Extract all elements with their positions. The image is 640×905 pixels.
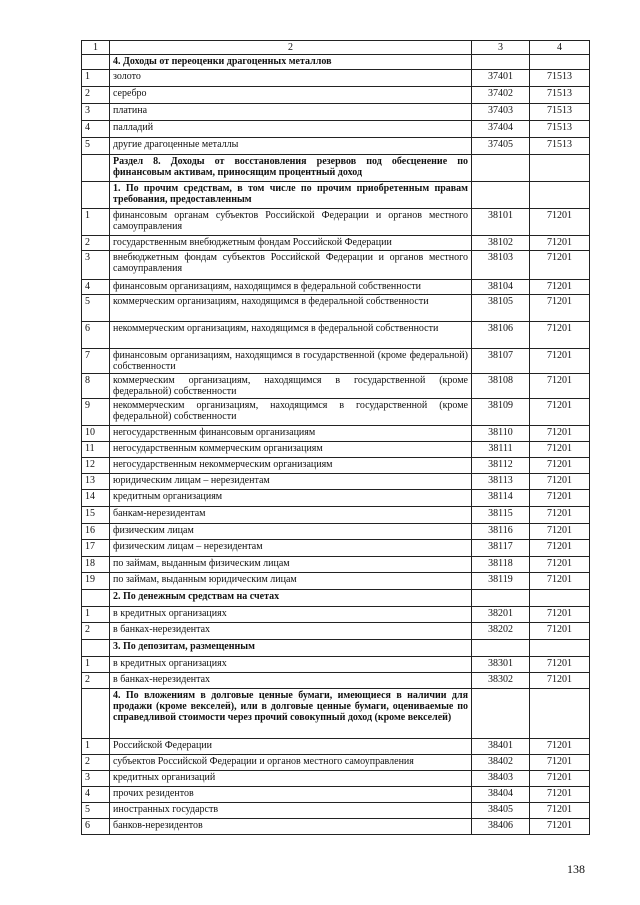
row-description: в банках-нерезидентах xyxy=(110,673,472,689)
row-number: 2 xyxy=(82,236,110,251)
row-description: банков-нерезидентов xyxy=(110,819,472,835)
symbol-code: 71201 xyxy=(530,623,590,640)
table-row xyxy=(82,322,590,349)
row-description: негосударственным некоммерческим организациям xyxy=(110,458,472,474)
table-row xyxy=(82,280,590,295)
row-description: платина xyxy=(110,104,472,121)
row-description: финансовым органам субъектов Российской Федерации и органов местного самоуправления xyxy=(110,209,472,236)
account-code: 38104 xyxy=(472,280,530,295)
table-row xyxy=(82,819,590,835)
table-row xyxy=(82,540,590,557)
section-heading-row xyxy=(82,55,590,70)
symbol-code xyxy=(530,590,590,607)
table-row xyxy=(82,657,590,673)
symbol-code: 71513 xyxy=(530,104,590,121)
symbol-code: 71201 xyxy=(530,524,590,540)
accounts-table xyxy=(81,40,590,835)
row-number: 12 xyxy=(82,458,110,474)
row-number: 9 xyxy=(82,399,110,426)
symbol-code: 71201 xyxy=(530,251,590,280)
symbol-code: 71201 xyxy=(530,657,590,673)
row-number: 2 xyxy=(82,87,110,104)
row-number: 1 xyxy=(82,657,110,673)
table-row xyxy=(82,524,590,540)
row-number: 2 xyxy=(82,623,110,640)
row-description: субъектов Российской Федерации и органов местного самоуправления xyxy=(110,755,472,771)
row-number: 3 xyxy=(82,771,110,787)
table-row xyxy=(82,426,590,442)
account-code: 37405 xyxy=(472,138,530,155)
row-description: по займам, выданным физическим лицам xyxy=(110,557,472,573)
section-heading-row xyxy=(82,590,590,607)
account-code: 38302 xyxy=(472,673,530,689)
row-number: 11 xyxy=(82,442,110,458)
account-code xyxy=(472,55,530,70)
table-row xyxy=(82,87,590,104)
account-code: 38401 xyxy=(472,739,530,755)
row-number: 2 xyxy=(82,755,110,771)
header-cell-2: 2 xyxy=(110,41,472,55)
account-code: 38118 xyxy=(472,557,530,573)
row-description: кредитным организациям xyxy=(110,490,472,507)
row-number: 4 xyxy=(82,280,110,295)
account-code: 38301 xyxy=(472,657,530,673)
account-code: 38115 xyxy=(472,507,530,524)
account-code: 37401 xyxy=(472,70,530,87)
row-number: 4 xyxy=(82,787,110,803)
symbol-code: 71201 xyxy=(530,540,590,557)
row-number xyxy=(82,640,110,657)
symbol-code xyxy=(530,155,590,182)
symbol-code: 71201 xyxy=(530,322,590,349)
row-number: 16 xyxy=(82,524,110,540)
table-row xyxy=(82,121,590,138)
row-number: 2 xyxy=(82,673,110,689)
row-description: физическим лицам xyxy=(110,524,472,540)
row-description: 4. По вложениям в долговые ценные бумаги, имеющиеся в наличии для продажи (кроме векселей), или в долговые ценные бумаги, оцениваемые по справедливой стоимости через прочий совокупный доход (кроме векселей) xyxy=(110,689,472,739)
row-description: 3. По депозитам, размещенным xyxy=(110,640,472,657)
row-number: 1 xyxy=(82,70,110,87)
row-description: негосударственным финансовым организациям xyxy=(110,426,472,442)
row-description: другие драгоценные металлы xyxy=(110,138,472,155)
symbol-code: 71201 xyxy=(530,426,590,442)
symbol-code xyxy=(530,55,590,70)
symbol-code xyxy=(530,182,590,209)
row-number: 1 xyxy=(82,209,110,236)
row-description: некоммерческим организациям, находящимся в государственной (кроме федеральной) собственности xyxy=(110,399,472,426)
section-heading-row xyxy=(82,689,590,739)
row-number: 6 xyxy=(82,322,110,349)
account-code xyxy=(472,590,530,607)
table-row xyxy=(82,251,590,280)
table-row xyxy=(82,673,590,689)
row-number: 6 xyxy=(82,819,110,835)
row-number: 15 xyxy=(82,507,110,524)
symbol-code: 71201 xyxy=(530,771,590,787)
symbol-code: 71201 xyxy=(530,458,590,474)
account-code: 38404 xyxy=(472,787,530,803)
symbol-code: 71201 xyxy=(530,787,590,803)
symbol-code: 71513 xyxy=(530,121,590,138)
account-code: 38402 xyxy=(472,755,530,771)
account-code xyxy=(472,640,530,657)
symbol-code xyxy=(530,640,590,657)
table-row xyxy=(82,474,590,490)
row-description: юридическим лицам – нерезидентам xyxy=(110,474,472,490)
account-code: 38105 xyxy=(472,295,530,322)
account-code xyxy=(472,689,530,739)
symbol-code: 71201 xyxy=(530,573,590,590)
symbol-code: 71201 xyxy=(530,236,590,251)
row-number: 1 xyxy=(82,607,110,623)
row-number: 17 xyxy=(82,540,110,557)
table-row xyxy=(82,442,590,458)
symbol-code: 71513 xyxy=(530,70,590,87)
symbol-code: 71513 xyxy=(530,87,590,104)
header-row xyxy=(82,41,590,55)
account-code: 38108 xyxy=(472,374,530,399)
row-description: государственным внебюджетным фондам Российской Федерации xyxy=(110,236,472,251)
symbol-code: 71201 xyxy=(530,399,590,426)
table-row xyxy=(82,399,590,426)
row-description: Российской Федерации xyxy=(110,739,472,755)
symbol-code: 71201 xyxy=(530,557,590,573)
symbol-code xyxy=(530,689,590,739)
symbol-code: 71201 xyxy=(530,507,590,524)
row-number xyxy=(82,55,110,70)
table-row xyxy=(82,349,590,374)
row-number: 14 xyxy=(82,490,110,507)
row-description: 1. По прочим средствам, в том числе по прочим приобретенным правам требования, предоставленным xyxy=(110,182,472,209)
account-code: 38406 xyxy=(472,819,530,835)
row-description: кредитных организаций xyxy=(110,771,472,787)
table-row xyxy=(82,557,590,573)
account-code: 38103 xyxy=(472,251,530,280)
table-row xyxy=(82,70,590,87)
header-cell-3: 3 xyxy=(472,41,530,55)
row-number xyxy=(82,689,110,739)
account-code: 38102 xyxy=(472,236,530,251)
section-heading-row xyxy=(82,155,590,182)
row-description: Раздел 8. Доходы от восстановления резервов под обесценение по финансовым активам, приносящим процентный доход xyxy=(110,155,472,182)
symbol-code: 71201 xyxy=(530,607,590,623)
symbol-code: 71201 xyxy=(530,739,590,755)
row-description: в банках-нерезидентах xyxy=(110,623,472,640)
section-heading-row xyxy=(82,640,590,657)
row-number: 4 xyxy=(82,121,110,138)
symbol-code: 71201 xyxy=(530,673,590,689)
header-cell-4: 4 xyxy=(530,41,590,55)
row-number: 5 xyxy=(82,803,110,819)
section-heading-row xyxy=(82,182,590,209)
account-code: 37404 xyxy=(472,121,530,138)
account-code: 37402 xyxy=(472,87,530,104)
table-row xyxy=(82,803,590,819)
account-code: 38107 xyxy=(472,349,530,374)
table-row xyxy=(82,787,590,803)
account-code: 38109 xyxy=(472,399,530,426)
account-code xyxy=(472,155,530,182)
table-row xyxy=(82,490,590,507)
symbol-code: 71201 xyxy=(530,474,590,490)
account-code: 38113 xyxy=(472,474,530,490)
row-description: золото xyxy=(110,70,472,87)
row-description: внебюджетным фондам субъектов Российской Федерации и органов местного самоуправления xyxy=(110,251,472,280)
table-row xyxy=(82,739,590,755)
row-description: прочих резидентов xyxy=(110,787,472,803)
row-number: 5 xyxy=(82,295,110,322)
symbol-code: 71201 xyxy=(530,349,590,374)
account-code: 38116 xyxy=(472,524,530,540)
header-cell-1: 1 xyxy=(82,41,110,55)
row-number: 3 xyxy=(82,104,110,121)
account-code: 37403 xyxy=(472,104,530,121)
account-code: 38110 xyxy=(472,426,530,442)
row-number xyxy=(82,155,110,182)
row-number: 18 xyxy=(82,557,110,573)
table-row xyxy=(82,374,590,399)
account-code: 38201 xyxy=(472,607,530,623)
table-row xyxy=(82,104,590,121)
account-code: 38112 xyxy=(472,458,530,474)
account-code xyxy=(472,182,530,209)
table-row xyxy=(82,771,590,787)
row-number: 7 xyxy=(82,349,110,374)
row-number: 1 xyxy=(82,739,110,755)
account-code: 38403 xyxy=(472,771,530,787)
page-number: 138 xyxy=(567,862,585,876)
symbol-code: 71201 xyxy=(530,442,590,458)
symbol-code: 71201 xyxy=(530,755,590,771)
row-description: банкам-нерезидентам xyxy=(110,507,472,524)
row-number: 10 xyxy=(82,426,110,442)
table-row xyxy=(82,458,590,474)
row-description: в кредитных организациях xyxy=(110,607,472,623)
table-row xyxy=(82,623,590,640)
row-number: 19 xyxy=(82,573,110,590)
row-number xyxy=(82,590,110,607)
account-code: 38101 xyxy=(472,209,530,236)
row-description: 4. Доходы от переоценки драгоценных металлов xyxy=(110,55,472,70)
row-description: финансовым организациям, находящимся в федеральной собственности xyxy=(110,280,472,295)
symbol-code: 71201 xyxy=(530,280,590,295)
row-description: серебро xyxy=(110,87,472,104)
row-number: 3 xyxy=(82,251,110,280)
account-code: 38106 xyxy=(472,322,530,349)
account-code: 38114 xyxy=(472,490,530,507)
account-code: 38111 xyxy=(472,442,530,458)
symbol-code: 71201 xyxy=(530,803,590,819)
symbol-code: 71201 xyxy=(530,490,590,507)
row-description: по займам, выданным юридическим лицам xyxy=(110,573,472,590)
row-number: 13 xyxy=(82,474,110,490)
symbol-code: 71201 xyxy=(530,295,590,322)
account-code: 38119 xyxy=(472,573,530,590)
row-description: коммерческим организациям, находящимся в государственной (кроме федеральной) собственности xyxy=(110,374,472,399)
table-row xyxy=(82,209,590,236)
symbol-code: 71201 xyxy=(530,374,590,399)
row-number xyxy=(82,182,110,209)
table-row xyxy=(82,138,590,155)
symbol-code: 71513 xyxy=(530,138,590,155)
table-row xyxy=(82,573,590,590)
row-description: 2. По денежным средствам на счетах xyxy=(110,590,472,607)
row-description: в кредитных организациях xyxy=(110,657,472,673)
row-description: негосударственным коммерческим организациям xyxy=(110,442,472,458)
row-description: некоммерческим организациям, находящимся в федеральной собственности xyxy=(110,322,472,349)
table-row xyxy=(82,507,590,524)
table-row xyxy=(82,607,590,623)
row-description: коммерческим организациям, находящимся в федеральной собственности xyxy=(110,295,472,322)
row-number: 5 xyxy=(82,138,110,155)
symbol-code: 71201 xyxy=(530,209,590,236)
row-number: 8 xyxy=(82,374,110,399)
row-description: физическим лицам – нерезидентам xyxy=(110,540,472,557)
symbol-code: 71201 xyxy=(530,819,590,835)
account-code: 38202 xyxy=(472,623,530,640)
row-description: палладий xyxy=(110,121,472,138)
row-description: финансовым организациям, находящимся в государственной (кроме федеральной) собственности xyxy=(110,349,472,374)
account-code: 38117 xyxy=(472,540,530,557)
table-row xyxy=(82,755,590,771)
row-description: иностранных государств xyxy=(110,803,472,819)
table-row xyxy=(82,295,590,322)
table-row xyxy=(82,236,590,251)
account-code: 38405 xyxy=(472,803,530,819)
